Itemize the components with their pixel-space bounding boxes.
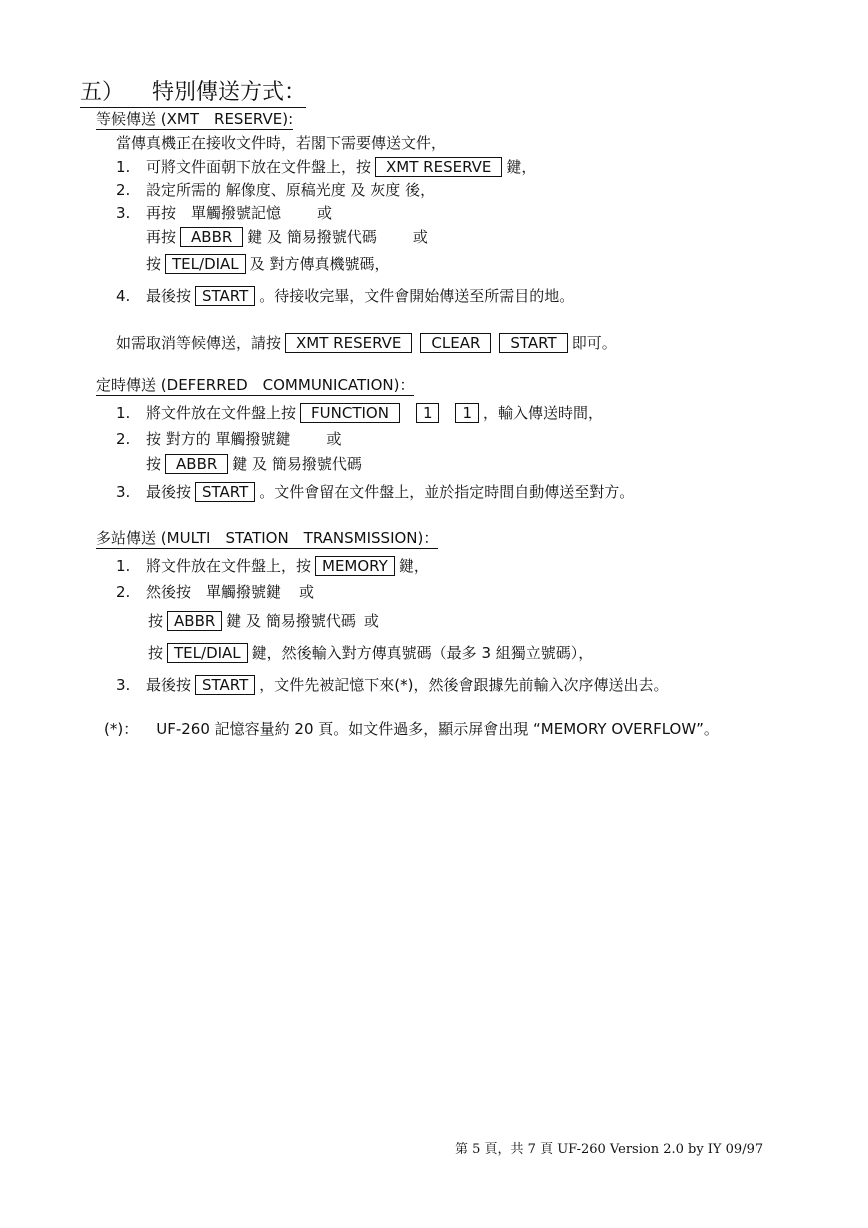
heading-cn: 等候傳送 — [96, 110, 157, 128]
step-text: 鍵， — [506, 158, 537, 176]
heading-multi-station — [96, 529, 438, 549]
step-text: 再按 單觸撥號記憶 — [146, 204, 282, 222]
deferred-step-1 — [116, 403, 603, 423]
step-number: 2. — [116, 430, 131, 448]
key-start: START — [195, 482, 255, 502]
step-number: 2. — [116, 181, 131, 199]
or-text: 或 — [363, 612, 379, 630]
heading-en: (DEFERRED COMMUNICATION)： — [160, 376, 415, 394]
page-footer: 第 5 頁，共 7 頁 UF-260 Version 2.0 by IY 09/97 — [455, 1142, 764, 1157]
deferred-step-2-line-2 — [146, 454, 362, 474]
step-number: 1. — [116, 158, 131, 176]
step-text: 將文件放在文件盤上，按 — [146, 557, 312, 575]
key-abbr: ABBR — [165, 454, 228, 474]
or-text: 或 — [299, 583, 315, 601]
step-text: 。待接收完畢，文件會開始傳送至所需目的地。 — [259, 287, 575, 305]
key-1: 1 — [416, 403, 440, 423]
step-text: 鍵， — [398, 557, 429, 575]
key-start: START — [195, 675, 255, 695]
step-number: 4. — [116, 287, 131, 305]
key-xmt-reserve: XMT RESERVE — [285, 333, 412, 353]
xmt-step-1 — [116, 157, 536, 177]
key-tel-dial: TEL/DIAL — [167, 643, 248, 663]
or-text: 或 — [326, 430, 342, 448]
key-abbr: ABBR — [180, 227, 243, 247]
xmt-step-2 — [116, 181, 435, 199]
key-memory: MEMORY — [315, 556, 395, 576]
step-text: 鍵 及 簡易撥號代碼 — [226, 612, 356, 630]
deferred-step-3 — [116, 482, 634, 502]
step-text: 然後按 單觸撥號鍵 — [146, 583, 282, 601]
step-text: 鍵 及 簡易撥號代碼 — [232, 455, 362, 473]
key-clear: CLEAR — [420, 333, 491, 353]
key-function: FUNCTION — [300, 403, 400, 423]
step-text: 再按 — [146, 228, 177, 246]
footnote-mark: (*)： — [104, 720, 139, 738]
footnote — [104, 720, 719, 738]
step-text: ，文件先被記憶下來(*)，然後會跟據先前輸入次序傳送出去。 — [259, 676, 669, 694]
cancel-text: 如需取消等候傳送，請按 — [116, 334, 282, 352]
xmt-step-4 — [116, 286, 574, 306]
key-start: START — [499, 333, 567, 353]
step-number: 1. — [116, 557, 131, 575]
xmt-step-3-line-3 — [146, 254, 389, 274]
multi-step-2-line-2 — [148, 611, 379, 631]
heading-xmt-reserve — [96, 110, 293, 130]
step-number: 3. — [116, 483, 131, 501]
xmt-step-3 — [116, 204, 332, 222]
key-abbr: ABBR — [167, 611, 222, 631]
xmt-cancel — [116, 333, 617, 353]
key-1: 1 — [455, 403, 479, 423]
multi-step-1 — [116, 556, 429, 576]
key-tel-dial: TEL/DIAL — [165, 254, 246, 274]
step-text: 最後按 — [146, 676, 192, 694]
step-text: 鍵，然後輸入對方傳真號碼（最多 3 組獨立號碼）， — [251, 644, 594, 662]
step-text: 及 對方傳真機號碼， — [249, 255, 390, 273]
multi-step-3 — [116, 675, 669, 695]
multi-step-2 — [116, 583, 314, 601]
section-title-text: 特別傳送方式： — [152, 80, 307, 105]
footnote-text: UF-260 記憶容量約 20 頁。如文件過多，顯示屏會出現 “MEMORY OVERFLOW”。 — [156, 720, 719, 738]
section-number: 五） — [80, 80, 125, 105]
xmt-step-3-line-2 — [146, 227, 428, 247]
step-text: 按 對方的 單觸撥號鍵 — [146, 430, 291, 448]
multi-step-2-line-3 — [148, 643, 593, 663]
step-number: 1. — [116, 404, 131, 422]
step-text: 最後按 — [146, 483, 192, 501]
step-text: 。文件會留在文件盤上，並於指定時間自動傳送至對方。 — [259, 483, 635, 501]
deferred-step-2 — [116, 430, 342, 448]
step-number: 2. — [116, 583, 131, 601]
key-start: START — [195, 286, 255, 306]
step-number: 3. — [116, 676, 131, 694]
step-number: 3. — [116, 204, 131, 222]
heading-en: (XMT RESERVE): — [160, 110, 294, 128]
step-text: 可將文件面朝下放在文件盤上，按 — [146, 158, 372, 176]
step-text: 將文件放在文件盤上按 — [146, 404, 297, 422]
step-text: 最後按 — [146, 287, 192, 305]
or-text: 或 — [412, 228, 428, 246]
step-text: 按 — [148, 644, 164, 662]
heading-deferred — [96, 376, 414, 396]
or-text: 或 — [317, 204, 333, 222]
step-text: 按 — [146, 255, 162, 273]
heading-cn: 定時傳送 — [96, 376, 157, 394]
xmt-intro: 當傳真機正在接收文件時，若閣下需要傳送文件， — [116, 134, 447, 152]
step-text: 按 — [148, 612, 164, 630]
step-text: 設定所需的 解像度、原稿光度 及 灰度 後， — [146, 181, 436, 199]
cancel-text: 即可。 — [571, 334, 617, 352]
step-text: ，輸入傳送時間， — [483, 404, 604, 422]
section-title — [80, 80, 306, 108]
heading-en: (MULTI STATION TRANSMISSION)： — [160, 529, 439, 547]
step-text: 鍵 及 簡易撥號代碼 — [247, 228, 377, 246]
key-xmt-reserve: XMT RESERVE — [375, 157, 502, 177]
step-text: 按 — [146, 455, 162, 473]
heading-cn: 多站傳送 — [96, 529, 157, 547]
